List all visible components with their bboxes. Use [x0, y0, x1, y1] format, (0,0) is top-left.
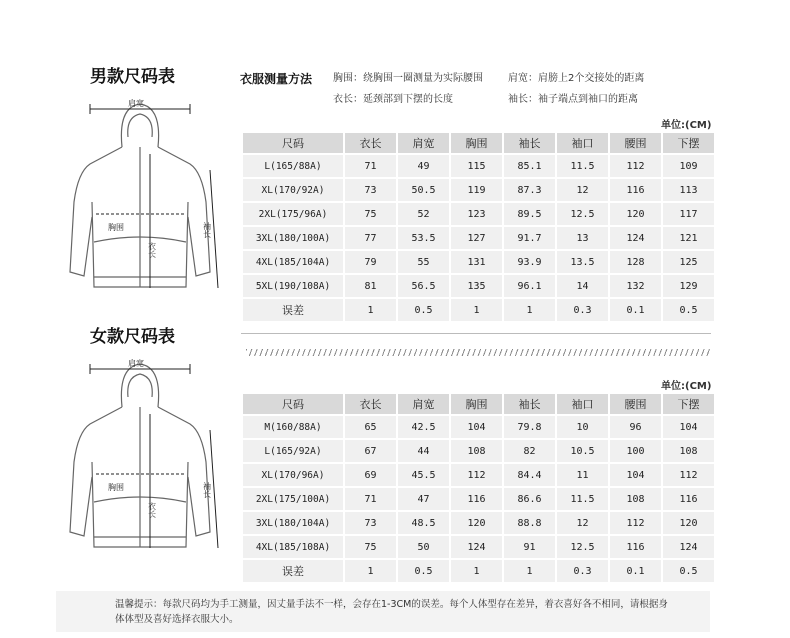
size-value-cell: 13.5 — [557, 251, 608, 273]
table-row — [243, 227, 714, 249]
size-value-cell: 116 — [610, 179, 661, 201]
size-value-cell: 12 — [557, 179, 608, 201]
size-value-cell: 55 — [398, 251, 449, 273]
women-header-2: 肩宽 — [398, 394, 449, 414]
size-value-cell: 120 — [610, 203, 661, 225]
men-header-7: 下摆 — [663, 133, 714, 153]
size-value-cell: 11.5 — [557, 155, 608, 177]
size-value-cell: 1 — [345, 560, 396, 582]
size-value-cell: 0.1 — [610, 299, 661, 321]
size-value-cell: 0.5 — [663, 299, 714, 321]
women-fig-sleeve-label: 袖长 — [202, 482, 212, 498]
size-value-cell: 128 — [610, 251, 661, 273]
men-unit-label: 单位:(CM) — [661, 120, 712, 131]
table-row — [243, 464, 714, 486]
table-row — [243, 488, 714, 510]
size-value-cell: 116 — [451, 488, 502, 510]
method-length: 衣长：延颈部到下摆的长度 — [333, 94, 453, 105]
size-label-cell: 4XL(185/104A) — [243, 251, 343, 273]
size-value-cell: 117 — [663, 203, 714, 225]
size-value-cell: 77 — [345, 227, 396, 249]
men-header-3: 胸围 — [451, 133, 502, 153]
men-table-divider — [241, 333, 711, 334]
size-value-cell: 0.5 — [398, 299, 449, 321]
method-sleeve: 袖长：袖子端点到袖口的距离 — [508, 94, 638, 105]
method-shoulder: 肩宽：肩膀上2个交接处的距离 — [508, 73, 645, 84]
size-value-cell: 1 — [345, 299, 396, 321]
men-fig-sleeve-label: 袖长 — [202, 222, 212, 238]
size-value-cell: 1 — [504, 299, 555, 321]
size-value-cell: 120 — [663, 512, 714, 534]
size-value-cell: 132 — [610, 275, 661, 297]
size-value-cell: 0.1 — [610, 560, 661, 582]
men-header-5: 袖口 — [557, 133, 608, 153]
size-label-cell: 4XL(185/108A) — [243, 536, 343, 558]
size-value-cell: 104 — [663, 416, 714, 438]
size-label-cell: XL(170/92A) — [243, 179, 343, 201]
men-size-title: 男款尺码表 — [90, 67, 175, 87]
size-value-cell: 0.3 — [557, 299, 608, 321]
women-header-5: 袖口 — [557, 394, 608, 414]
men-jacket-figure — [60, 92, 230, 302]
women-header-4: 袖长 — [504, 394, 555, 414]
size-value-cell: 86.6 — [504, 488, 555, 510]
size-value-cell: 42.5 — [398, 416, 449, 438]
size-value-cell: 121 — [663, 227, 714, 249]
size-value-cell: 124 — [663, 536, 714, 558]
size-value-cell: 113 — [663, 179, 714, 201]
size-value-cell: 109 — [663, 155, 714, 177]
size-value-cell: 116 — [610, 536, 661, 558]
size-value-cell: 82 — [504, 440, 555, 462]
size-value-cell: 1 — [451, 560, 502, 582]
size-value-cell: 1 — [451, 299, 502, 321]
women-header-7: 下摆 — [663, 394, 714, 414]
size-value-cell: 108 — [451, 440, 502, 462]
size-label-cell: 误差 — [243, 560, 343, 582]
size-label-cell: L(165/92A) — [243, 440, 343, 462]
size-value-cell: 124 — [451, 536, 502, 558]
size-value-cell: 49 — [398, 155, 449, 177]
size-value-cell: 0.5 — [663, 560, 714, 582]
men-fig-length-label: 衣长 — [147, 242, 157, 258]
size-value-cell: 1 — [504, 560, 555, 582]
table-row — [243, 251, 714, 273]
size-value-cell: 73 — [345, 512, 396, 534]
men-header-6: 腰围 — [610, 133, 661, 153]
size-value-cell: 112 — [610, 155, 661, 177]
size-value-cell: 48.5 — [398, 512, 449, 534]
size-value-cell: 50.5 — [398, 179, 449, 201]
size-value-cell: 11.5 — [557, 488, 608, 510]
women-size-title: 女款尺码表 — [90, 327, 175, 347]
size-value-cell: 124 — [610, 227, 661, 249]
size-value-cell: 71 — [345, 488, 396, 510]
size-value-cell: 0.3 — [557, 560, 608, 582]
size-value-cell: 65 — [345, 416, 396, 438]
size-value-cell: 12.5 — [557, 203, 608, 225]
size-value-cell: 91 — [504, 536, 555, 558]
size-value-cell: 44 — [398, 440, 449, 462]
men-header-2: 肩宽 — [398, 133, 449, 153]
women-header-3: 胸围 — [451, 394, 502, 414]
size-value-cell: 129 — [663, 275, 714, 297]
tip-text: 温馨提示：每款尺码均为手工测量，因丈量手法不一样，会存在1-3CM的误差。每个人体型存在差异，着衣喜好各不相同，请根据身体体型及喜好选择衣服大小。 — [115, 599, 668, 625]
table-row — [243, 179, 714, 201]
size-value-cell: 47 — [398, 488, 449, 510]
women-header-1: 衣长 — [345, 394, 396, 414]
size-value-cell: 52 — [398, 203, 449, 225]
size-value-cell: 56.5 — [398, 275, 449, 297]
women-size-table — [241, 392, 716, 584]
women-fig-length-label: 衣长 — [147, 502, 157, 518]
size-label-cell: XL(170/96A) — [243, 464, 343, 486]
size-value-cell: 93.9 — [504, 251, 555, 273]
men-header-1: 衣长 — [345, 133, 396, 153]
women-fig-chest-label: 胸围 — [108, 483, 124, 492]
size-value-cell: 91.7 — [504, 227, 555, 249]
table-row — [243, 536, 714, 558]
table-row — [243, 155, 714, 177]
size-value-cell: 131 — [451, 251, 502, 273]
size-value-cell: 96 — [610, 416, 661, 438]
size-value-cell: 75 — [345, 203, 396, 225]
size-label-cell: 3XL(180/104A) — [243, 512, 343, 534]
size-value-cell: 13 — [557, 227, 608, 249]
size-value-cell: 123 — [451, 203, 502, 225]
size-value-cell: 96.1 — [504, 275, 555, 297]
size-value-cell: 125 — [663, 251, 714, 273]
section-hatch-divider — [246, 349, 711, 356]
measure-method-title: 衣服测量方法 — [240, 72, 313, 86]
size-value-cell: 14 — [557, 275, 608, 297]
size-value-cell: 50 — [398, 536, 449, 558]
size-value-cell: 108 — [610, 488, 661, 510]
table-row — [243, 299, 714, 321]
men-header-4: 袖长 — [504, 133, 555, 153]
women-fig-shoulder-label: 肩宽 — [128, 359, 144, 368]
table-row — [243, 275, 714, 297]
size-value-cell: 79.8 — [504, 416, 555, 438]
size-value-cell: 73 — [345, 179, 396, 201]
size-value-cell: 69 — [345, 464, 396, 486]
men-header-row — [243, 133, 714, 153]
size-label-cell: 2XL(175/96A) — [243, 203, 343, 225]
size-value-cell: 67 — [345, 440, 396, 462]
size-label-cell: L(165/88A) — [243, 155, 343, 177]
size-label-cell: 2XL(175/100A) — [243, 488, 343, 510]
size-value-cell: 119 — [451, 179, 502, 201]
size-value-cell: 116 — [663, 488, 714, 510]
size-value-cell: 112 — [451, 464, 502, 486]
size-value-cell: 127 — [451, 227, 502, 249]
size-value-cell: 120 — [451, 512, 502, 534]
method-chest: 胸围：绕胸围一圈测量为实际腰围 — [333, 73, 483, 84]
size-value-cell: 87.3 — [504, 179, 555, 201]
size-value-cell: 12 — [557, 512, 608, 534]
size-value-cell: 104 — [451, 416, 502, 438]
size-value-cell: 85.1 — [504, 155, 555, 177]
women-header-6: 腰围 — [610, 394, 661, 414]
table-row — [243, 512, 714, 534]
men-fig-shoulder-label: 肩宽 — [128, 99, 144, 108]
size-value-cell: 45.5 — [398, 464, 449, 486]
size-value-cell: 0.5 — [398, 560, 449, 582]
size-value-cell: 112 — [663, 464, 714, 486]
men-header-0: 尺码 — [243, 133, 343, 153]
size-value-cell: 10.5 — [557, 440, 608, 462]
size-value-cell: 108 — [663, 440, 714, 462]
men-size-table — [241, 131, 716, 323]
men-fig-chest-label: 胸围 — [108, 223, 124, 232]
women-header-row — [243, 394, 714, 414]
size-value-cell: 81 — [345, 275, 396, 297]
size-value-cell: 10 — [557, 416, 608, 438]
table-row — [243, 560, 714, 582]
size-label-cell: 误差 — [243, 299, 343, 321]
women-unit-label: 单位:(CM) — [661, 381, 712, 392]
size-value-cell: 71 — [345, 155, 396, 177]
size-value-cell: 112 — [610, 512, 661, 534]
size-value-cell: 75 — [345, 536, 396, 558]
women-header-0: 尺码 — [243, 394, 343, 414]
size-value-cell: 100 — [610, 440, 661, 462]
size-value-cell: 11 — [557, 464, 608, 486]
table-row — [243, 440, 714, 462]
size-value-cell: 79 — [345, 251, 396, 273]
size-label-cell: 5XL(190/108A) — [243, 275, 343, 297]
size-value-cell: 135 — [451, 275, 502, 297]
table-row — [243, 203, 714, 225]
table-row — [243, 416, 714, 438]
size-value-cell: 84.4 — [504, 464, 555, 486]
size-value-cell: 12.5 — [557, 536, 608, 558]
women-jacket-figure — [60, 352, 230, 562]
size-value-cell: 115 — [451, 155, 502, 177]
size-label-cell: M(160/88A) — [243, 416, 343, 438]
size-value-cell: 53.5 — [398, 227, 449, 249]
size-label-cell: 3XL(180/100A) — [243, 227, 343, 249]
size-value-cell: 88.8 — [504, 512, 555, 534]
size-value-cell: 89.5 — [504, 203, 555, 225]
size-value-cell: 104 — [610, 464, 661, 486]
